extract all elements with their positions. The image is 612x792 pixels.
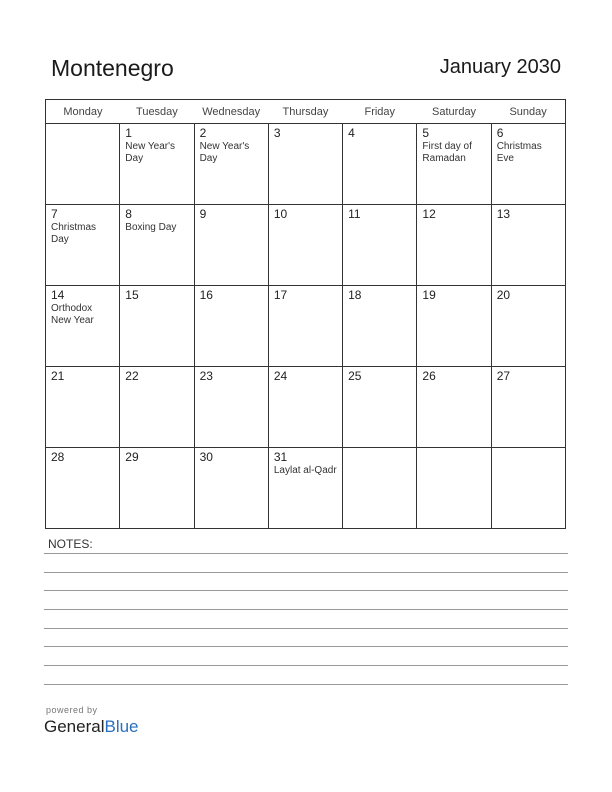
day-number: 7 [51,207,58,221]
day-cell [46,124,120,205]
day-cell [491,286,565,367]
day-number: 27 [496,369,511,383]
day-number: 2 [199,126,207,140]
day-cell [268,448,342,529]
day-cell [491,448,565,529]
powered-by-text: powered by [46,705,98,715]
day-cell [268,124,342,205]
day-cell [120,448,194,529]
day-cell [268,205,342,286]
day-number: 6 [496,126,504,140]
calendar-country-title: Montenegro [51,55,174,81]
day-number: 19 [422,288,436,302]
week-row [46,124,566,205]
day-number: 8 [125,207,132,221]
day-cell [194,367,268,448]
brand-blue: Blue [104,717,139,736]
day-cell [268,286,342,367]
day-cell [46,286,120,367]
day-cell [46,367,120,448]
weekday-monday: Monday [46,100,120,124]
calendar-month-title: January 2030 [439,56,561,78]
weekday-tuesday: Tuesday [120,100,194,124]
day-number: 3 [273,126,281,140]
day-number: 26 [422,369,436,383]
day-number: 15 [125,288,139,302]
day-cell [417,286,491,367]
day-cell [343,205,417,286]
weekday-friday: Friday [343,100,417,124]
day-number: 4 [348,126,355,140]
week-row [46,448,566,529]
day-cell [343,448,417,529]
day-number: 1 [125,126,132,140]
day-cell [417,205,491,286]
day-cell [120,205,194,286]
day-cell [120,367,194,448]
holiday-label: First day of Ramadan [422,141,472,164]
weekday-wednesday: Wednesday [194,100,268,124]
weekday-header-row [46,100,566,124]
notes-line [44,684,568,685]
day-cell [120,286,194,367]
day-number: 17 [273,288,288,302]
day-cell [343,286,417,367]
day-number: 14 [51,288,65,302]
generalblue-logo [44,717,139,737]
day-cell [491,124,565,205]
holiday-label: New Year's Day [125,141,175,164]
day-cell [46,448,120,529]
notes-line [44,628,568,629]
holiday-label: Christmas Day [51,222,97,245]
day-number: 28 [51,450,65,464]
weekday-thursday: Thursday [268,100,342,124]
day-number: 18 [348,288,362,302]
day-number: 31 [273,450,288,464]
notes-line [44,665,568,666]
notes-line [44,646,568,647]
day-cell [194,205,268,286]
week-row [46,205,566,286]
weekday-sunday: Sunday [491,100,565,124]
holiday-label: New Year's Day [199,141,250,164]
day-cell [417,367,491,448]
day-cell [343,124,417,205]
day-number: 16 [199,288,213,302]
day-cell [120,124,194,205]
day-number: 25 [348,369,362,383]
day-number: 10 [273,207,288,221]
week-row [46,367,566,448]
day-number: 21 [51,369,65,383]
holiday-label: Orthodox New Year [51,303,94,326]
holiday-label: Laylat al-Qadr [273,465,337,476]
calendar-grid [45,99,566,529]
day-number: 30 [199,450,213,464]
notes-line [44,553,568,554]
day-cell [194,286,268,367]
day-cell [343,367,417,448]
notes-line [44,572,568,573]
day-number: 20 [496,288,511,302]
weekday-saturday: Saturday [417,100,491,124]
holiday-label: Christmas Eve [496,141,542,164]
day-cell [491,205,565,286]
day-number: 23 [199,369,213,383]
day-number: 24 [273,369,288,383]
day-cell [194,124,268,205]
day-cell [268,367,342,448]
holiday-label: Boxing Day [125,222,177,233]
day-number: 13 [496,207,511,221]
notes-line [44,590,568,591]
day-number: 11 [348,207,361,221]
brand-general: General [44,717,105,736]
day-cell [417,124,491,205]
day-cell [194,448,268,529]
notes-label: NOTES: [48,537,93,551]
calendar-body [46,124,566,529]
day-number: 9 [199,207,207,221]
day-number: 5 [422,126,430,140]
day-cell [46,205,120,286]
day-number: 22 [125,369,139,383]
day-number: 12 [422,207,436,221]
day-cell [491,367,565,448]
day-cell [417,448,491,529]
day-number: 29 [125,450,139,464]
week-row [46,286,566,367]
notes-line [44,609,568,610]
